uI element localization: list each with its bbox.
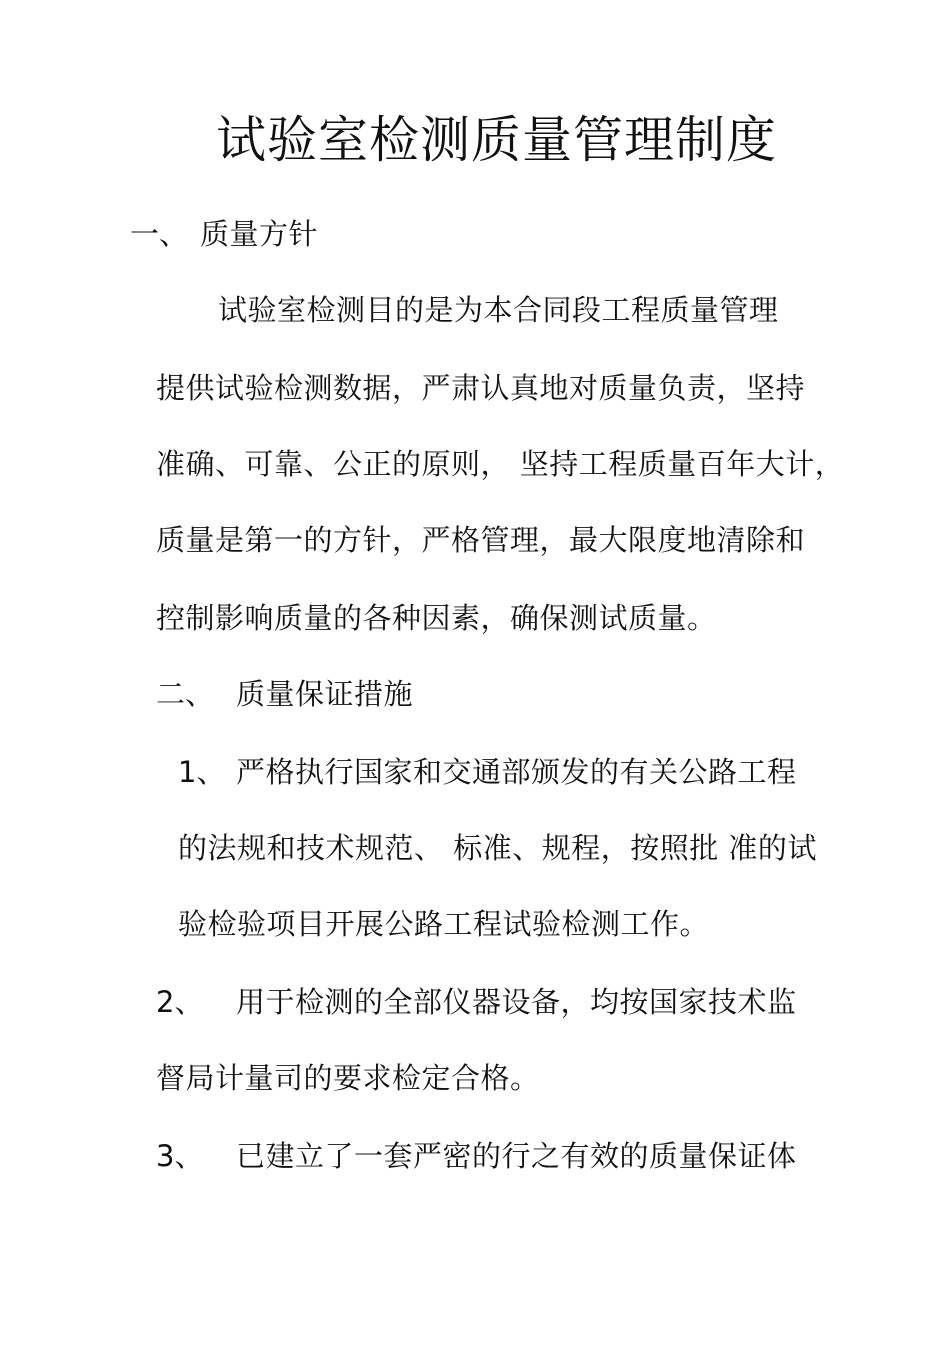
item-3-line-1: 已建立了一套严密的行之有效的质量保证体 bbox=[236, 1139, 797, 1173]
item-1-number: 1、 bbox=[178, 755, 226, 789]
section-1-line-1: 试验室检测目的是为本合同段工程质量管理 bbox=[218, 293, 779, 327]
item-1-line-1: 严格执行国家和交通部颁发的有关公路工程 bbox=[236, 755, 797, 789]
section-1-line-5: 控制影响质量的各种因素，确保测试质量。 bbox=[156, 601, 717, 635]
item-1-line-2: 的法规和技术规范、 标准、规程，按照批 准的试 bbox=[178, 831, 817, 865]
item-2-line-1: 用于检测的全部仪器设备，均按国家技术监 bbox=[236, 985, 797, 1019]
section-1-heading: 质量方针 bbox=[200, 217, 319, 251]
section-1-line-2: 提供试验检测数据，严肃认真地对质量负责，坚持 bbox=[156, 371, 806, 405]
document-title: 试验室检测质量管理制度 bbox=[216, 111, 777, 169]
item-3-number: 3、 bbox=[156, 1139, 204, 1173]
item-2-line-2: 督局计量司的要求检定合格。 bbox=[156, 1061, 540, 1095]
item-1-line-3: 验检验项目开展公路工程试验检测工作。 bbox=[178, 907, 710, 941]
section-1-number: 一、 bbox=[130, 217, 189, 251]
section-1-line-4: 质量是第一的方针，严格管理，最大限度地清除和 bbox=[156, 523, 806, 557]
section-2-number: 二、 bbox=[156, 677, 215, 711]
item-2-number: 2、 bbox=[156, 985, 204, 1019]
section-1-line-3: 准确、可靠、公正的原则， 坚持工程质量百年大计， bbox=[156, 447, 845, 481]
section-2-heading: 质量保证措施 bbox=[236, 677, 414, 711]
